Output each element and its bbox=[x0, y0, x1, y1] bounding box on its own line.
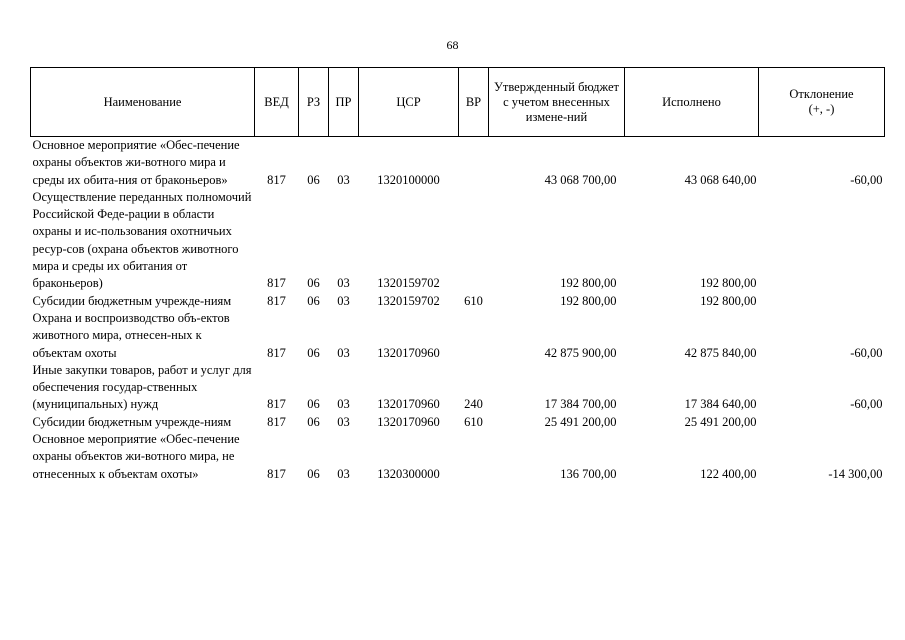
row-csr: 1320300000 bbox=[377, 466, 440, 481]
row-ved: 817 bbox=[267, 293, 286, 308]
row-vr: 610 bbox=[464, 414, 483, 429]
row-deviation bbox=[759, 293, 885, 310]
row-vr bbox=[459, 137, 489, 189]
row-executed: 192 800,00 bbox=[700, 276, 757, 291]
row-executed: 25 491 200,00 bbox=[684, 414, 757, 429]
col-header-deviation-line1: Отклонение bbox=[789, 87, 854, 101]
row-name: Субсидии бюджетным учрежде-ниям bbox=[32, 293, 232, 308]
row-deviation bbox=[759, 189, 885, 293]
table-row bbox=[31, 137, 885, 189]
table-row bbox=[31, 414, 885, 431]
row-name: Основное мероприятие «Обес-печение охраны объектов жи-вотного мира и среды их обита-ния от браконьеров» bbox=[32, 138, 240, 187]
row-pr: 03 bbox=[337, 276, 350, 291]
row-ved: 817 bbox=[267, 345, 286, 360]
row-csr: 1320170960 bbox=[377, 345, 440, 360]
row-name: Осуществление переданных полномочий Российской Феде-рации в области охраны и ис-пользования охотничьих ресур-сов (охрана объектов животного мира и среды их обитания от браконьеров) bbox=[32, 189, 252, 291]
row-executed: 42 875 840,00 bbox=[684, 345, 757, 360]
table-header-row bbox=[31, 68, 885, 137]
row-pr: 03 bbox=[337, 414, 350, 429]
row-executed: 192 800,00 bbox=[700, 293, 757, 308]
row-name: Основное мероприятие «Обес-печение охраны объектов жи-вотного мира, не отнесенных к объектам охоты» bbox=[32, 432, 240, 481]
table-row bbox=[31, 431, 885, 483]
row-approved: 17 384 700,00 bbox=[544, 397, 617, 412]
row-pr: 03 bbox=[337, 466, 350, 481]
row-vr bbox=[459, 310, 489, 362]
col-header-vr: ВР bbox=[459, 68, 489, 137]
row-executed: 17 384 640,00 bbox=[684, 397, 757, 412]
row-vr: 610 bbox=[464, 293, 483, 308]
col-header-pr: ПР bbox=[329, 68, 359, 137]
row-deviation: -60,00 bbox=[850, 172, 883, 187]
col-header-executed: Исполнено bbox=[625, 68, 759, 137]
row-csr: 1320159702 bbox=[377, 293, 440, 308]
row-rz: 06 bbox=[307, 172, 320, 187]
row-pr: 03 bbox=[337, 397, 350, 412]
col-header-deviation-line2: (+, -) bbox=[808, 102, 835, 116]
row-name: Охрана и воспроизводство объ-ектов животного мира, отнесен-ных к объектам охоты bbox=[32, 310, 230, 360]
row-ved: 817 bbox=[267, 397, 286, 412]
row-rz: 06 bbox=[307, 397, 320, 412]
row-name: Иные закупки товаров, работ и услуг для обеспечения государ-ственных (муниципальных) нужд bbox=[32, 362, 252, 412]
row-approved: 42 875 900,00 bbox=[544, 345, 617, 360]
row-csr: 1320170960 bbox=[377, 414, 440, 429]
table-row bbox=[31, 362, 885, 414]
row-ved: 817 bbox=[267, 466, 286, 481]
col-header-ved: ВЕД bbox=[255, 68, 299, 137]
row-pr: 03 bbox=[337, 172, 350, 187]
row-csr: 1320159702 bbox=[377, 276, 440, 291]
row-pr: 03 bbox=[337, 345, 350, 360]
row-pr: 03 bbox=[337, 293, 350, 308]
budget-table bbox=[30, 67, 885, 483]
table-row bbox=[31, 293, 885, 310]
table-row bbox=[31, 310, 885, 362]
col-header-rz: РЗ bbox=[299, 68, 329, 137]
page-number: 68 bbox=[446, 38, 459, 52]
row-approved: 43 068 700,00 bbox=[544, 172, 617, 187]
row-rz: 06 bbox=[307, 414, 320, 429]
row-rz: 06 bbox=[307, 293, 320, 308]
table-row bbox=[31, 189, 885, 293]
row-rz: 06 bbox=[307, 466, 320, 481]
row-executed: 43 068 640,00 bbox=[684, 172, 757, 187]
col-header-csr: ЦСР bbox=[359, 68, 459, 137]
col-header-name: Наименование bbox=[31, 68, 255, 137]
row-approved: 192 800,00 bbox=[560, 293, 617, 308]
row-approved: 192 800,00 bbox=[560, 276, 617, 291]
row-deviation bbox=[759, 414, 885, 431]
row-ved: 817 bbox=[267, 172, 286, 187]
row-name: Субсидии бюджетным учрежде-ниям bbox=[32, 414, 232, 429]
row-rz: 06 bbox=[307, 345, 320, 360]
row-ved: 817 bbox=[267, 276, 286, 291]
row-deviation: -60,00 bbox=[850, 345, 883, 360]
row-ved: 817 bbox=[267, 414, 286, 429]
row-deviation: -60,00 bbox=[850, 397, 883, 412]
row-executed: 122 400,00 bbox=[700, 466, 757, 481]
row-csr: 1320170960 bbox=[377, 397, 440, 412]
col-header-approved: Утвержденный бюджет с учетом внесенных измене-ний bbox=[489, 68, 625, 137]
row-deviation: -14 300,00 bbox=[828, 466, 883, 481]
col-header-deviation bbox=[759, 68, 885, 137]
row-vr bbox=[459, 431, 489, 483]
row-rz: 06 bbox=[307, 276, 320, 291]
row-approved: 136 700,00 bbox=[560, 466, 617, 481]
row-csr: 1320100000 bbox=[377, 172, 440, 187]
row-vr: 240 bbox=[464, 397, 483, 412]
row-approved: 25 491 200,00 bbox=[544, 414, 617, 429]
row-vr bbox=[459, 189, 489, 293]
